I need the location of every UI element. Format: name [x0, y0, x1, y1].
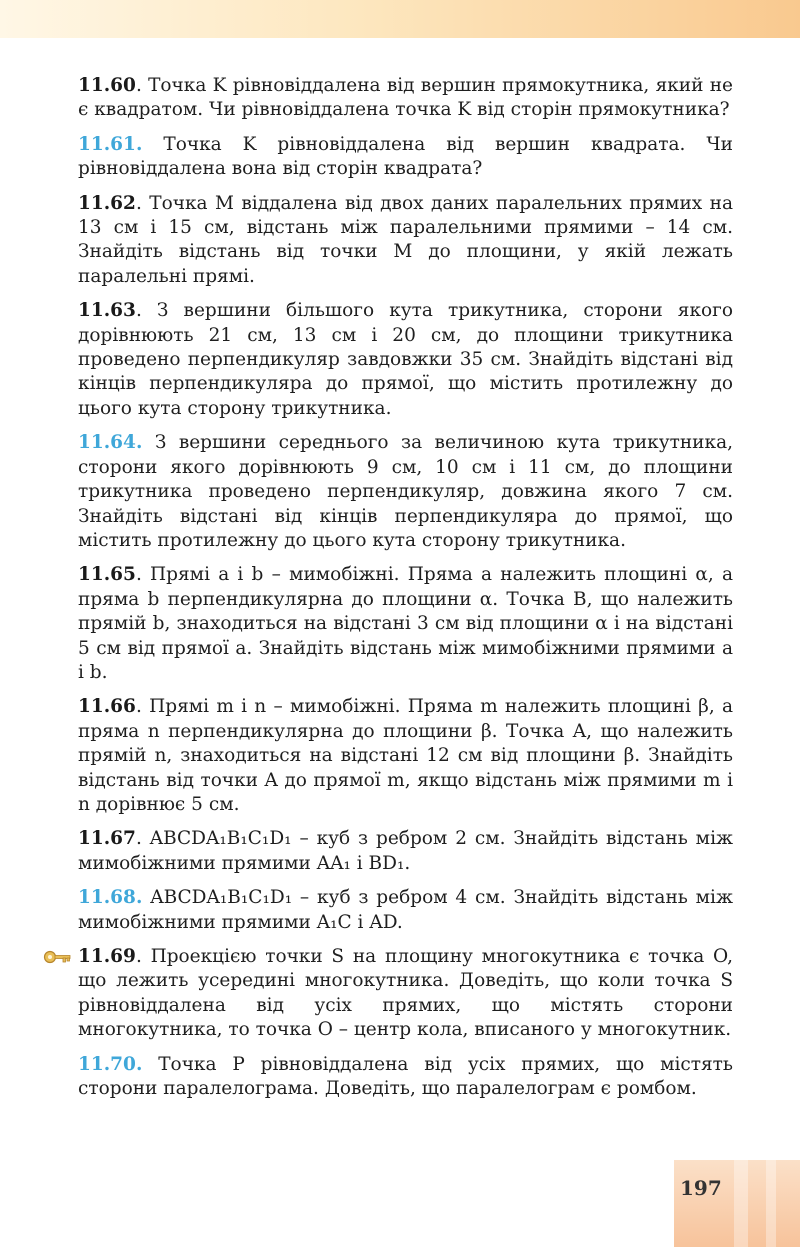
page-number: 197: [680, 1176, 722, 1200]
problem-list: [78, 74, 733, 1111]
problem-text: ABCDA₁B₁C₁D₁ – куб з ребром 4 см. Знайдіть відстань між мимобіжними прямими A₁C і AD.: [78, 887, 733, 933]
problem-11-62: 11.62. Точка M віддалена від двох даних паралельних прямих на 13 см і 15 см, відстань між паралельними прямими – 14 см. Знайдіть відстань від точки M до площини, у якій лежать паралельні прямі.: [78, 192, 733, 287]
problem-11-65: 11.65. Прямі a і b – мимобіжні. Пряма a належить площині α, а пряма b перпендикулярна до площини α. Точка B, що належить прямій b, знаходиться на відстані 3 см від площини α і на відстані 5 см від прямої a. Знайдіть відстань між мимобіжними прямими a і b.: [78, 564, 733, 683]
problem-11-67: 11.67. ABCDA₁B₁C₁D₁ – куб з ребром 2 см. Знайдіть відстань між мимобіжними прямими AA₁ і BD₁.: [78, 828, 733, 874]
problem-number: 11.61: [78, 133, 136, 155]
problem-text: Точка K рівновіддалена від вершин квадрата. Чи рівновіддалена вона від сторін квадрата?: [78, 133, 733, 180]
problem-text: Точка P рівновіддалена від усіх прямих, що містять сторони паралелограма. Доведіть, що паралелограм є ромбом.: [78, 1053, 733, 1100]
problem-11-63: 11.63. З вершини більшого кута трикутника, сторони якого дорівнюють 21 см, 13 см і 20 см, до площини трикутника проведено перпендикуляр завдовжки 35 см. Знайдіть відстані від кінців перпендикуляра до прямої, що містить протилежну до цього кута сторону трикутника.: [78, 300, 733, 419]
problem-number: 11.69: [78, 946, 136, 967]
key-icon: [43, 948, 73, 966]
problem-text: Проекцією точки S на площину многокутника є точка O, що лежить усередині многокутника. Доведіть, що коли точка S рівновіддалена від усіх прямих, що містять сторони многокутника, то точка O – центр кола, вписаного у многокутник.: [78, 946, 733, 1041]
problem-number: 11.67: [78, 828, 136, 850]
problem-number: 11.63: [78, 300, 136, 322]
problem-11-66: 11.66. Прямі m і n – мимобіжні. Пряма m належить площині β, а пряма n перпендикулярна до площини β. Точка A, що належить прямій n, знаходиться на відстані 12 см від площини β. Знайдіть відстань від точки A до прямої m, якщо відстань між прямими m і n дорівнює 5 см.: [78, 696, 734, 815]
problem-text: Прямі a і b – мимобіжні. Пряма a належить площині α, а пряма b перпендикулярна до площини α. Точка B, що належить прямій b, знаходиться на відстані 3 см від площини α і на відстані 5 см від прямої a. Знайдіть відстань між мимобіжними прямими a і b.: [78, 564, 733, 683]
problem-text: Точка M віддалена від двох даних паралельних прямих на 13 см і 15 см, відстань між паралельними прямими – 14 см. Знайдіть відстань від точки M до площини, у якій лежать паралельні прямі.: [78, 192, 733, 287]
problem-number: 11.62: [78, 192, 136, 214]
problem-11-68: 11.68. ABCDA₁B₁C₁D₁ – куб з ребром 4 см. Знайдіть відстань між мимобіжними прямими A₁C і AD.: [78, 887, 733, 933]
problem-number: 11.64: [78, 432, 136, 454]
problem-11-61: 11.61. Точка K рівновіддалена від вершин квадрата. Чи рівновіддалена вона від сторін квадрата?: [78, 133, 733, 180]
top-decorative-band: [0, 0, 800, 38]
problem-number: 11.68: [78, 887, 136, 909]
page-corner-decoration: [674, 1160, 800, 1247]
problem-11-69: 11.69. Проекцією точки S на площину многокутника є точка O, що лежить усередині многокутника. Доведіть, що коли точка S рівновіддалена від усіх прямих, що містять сторони многокутника, то точка O – центр кола, вписаного у многокутник.: [78, 945, 733, 1043]
problem-number: 11.65: [78, 564, 136, 586]
problem-number: 11.60: [78, 75, 136, 96]
problem-11-70: 11.70. Точка P рівновіддалена від усіх прямих, що містять сторони паралелограма. Доведіть, що паралелограм є ромбом.: [78, 1053, 733, 1100]
problem-text: З вершини більшого кута трикутника, сторони якого дорівнюють 21 см, 13 см і 20 см, до площини трикутника проведено перпендикуляр завдовжки 35 см. Знайдіть відстані від кінців перпендикуляра до прямої, що містить протилежну до цього кута сторону трикутника.: [78, 300, 733, 419]
problem-text: ABCDA₁B₁C₁D₁ – куб з ребром 2 см. Знайдіть відстань між мимобіжними прямими AA₁ і BD₁.: [78, 828, 733, 874]
problem-number: 11.70: [78, 1053, 136, 1075]
problem-text: З вершини середнього за величиною кута трикутника, сторони якого дорівнюють 9 см, 10 см і 11 см, до площини трикутника проведено перпендикуляр, довжина якого 7 см. Знайдіть відстані від кінців перпендикуляра до прямої, що містить протилежну до цього кута сторону трикутника.: [78, 432, 733, 551]
problem-11-60: 11.60. Точка K рівновіддалена від вершин прямокутника, який не є квадратом. Чи рівновіддалена точка K від сторін прямокутника?: [78, 75, 733, 121]
problem-11-64: 11.64. З вершини середнього за величиною кута трикутника, сторони якого дорівнюють 9 см, 10 см і 11 см, до площини трикутника проведено перпендикуляр, довжина якого 7 см. Знайдіть відстані від кінців перпендикуляра до прямої, що містить протилежну до цього кута сторону трикутника.: [78, 432, 733, 551]
problem-text: Точка K рівновіддалена від вершин прямокутника, який не є квадратом. Чи рівновіддалена точка K від сторін прямокутника?: [78, 75, 733, 121]
problem-number: 11.66: [78, 696, 136, 718]
problem-text: Прямі m і n – мимобіжні. Пряма m належить площині β, а пряма n перпендикулярна до площини β. Точка A, що належить прямій n, знаходиться на відстані 12 см від площини β. Знайдіть відстань від точки A до прямої m, якщо відстань між прямими m і n дорівнює 5 см.: [78, 696, 734, 815]
